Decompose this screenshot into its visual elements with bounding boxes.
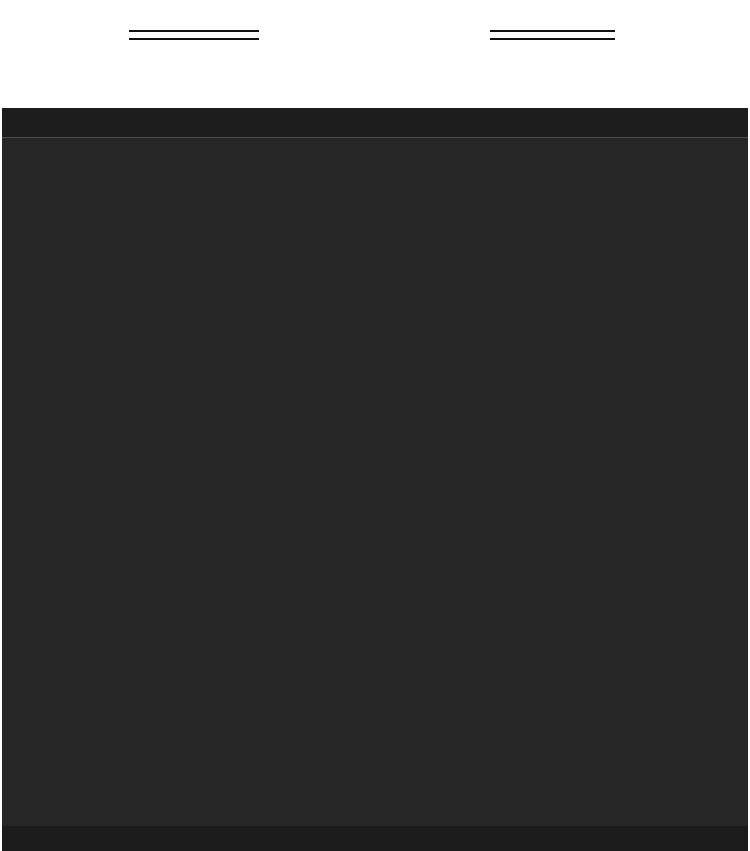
header-rule-left bbox=[129, 30, 259, 40]
header-rule-right bbox=[490, 30, 615, 40]
spec-table bbox=[2, 108, 748, 851]
table-footnote-row bbox=[2, 826, 748, 851]
page-header bbox=[0, 0, 750, 108]
table-heading-row bbox=[2, 108, 748, 138]
